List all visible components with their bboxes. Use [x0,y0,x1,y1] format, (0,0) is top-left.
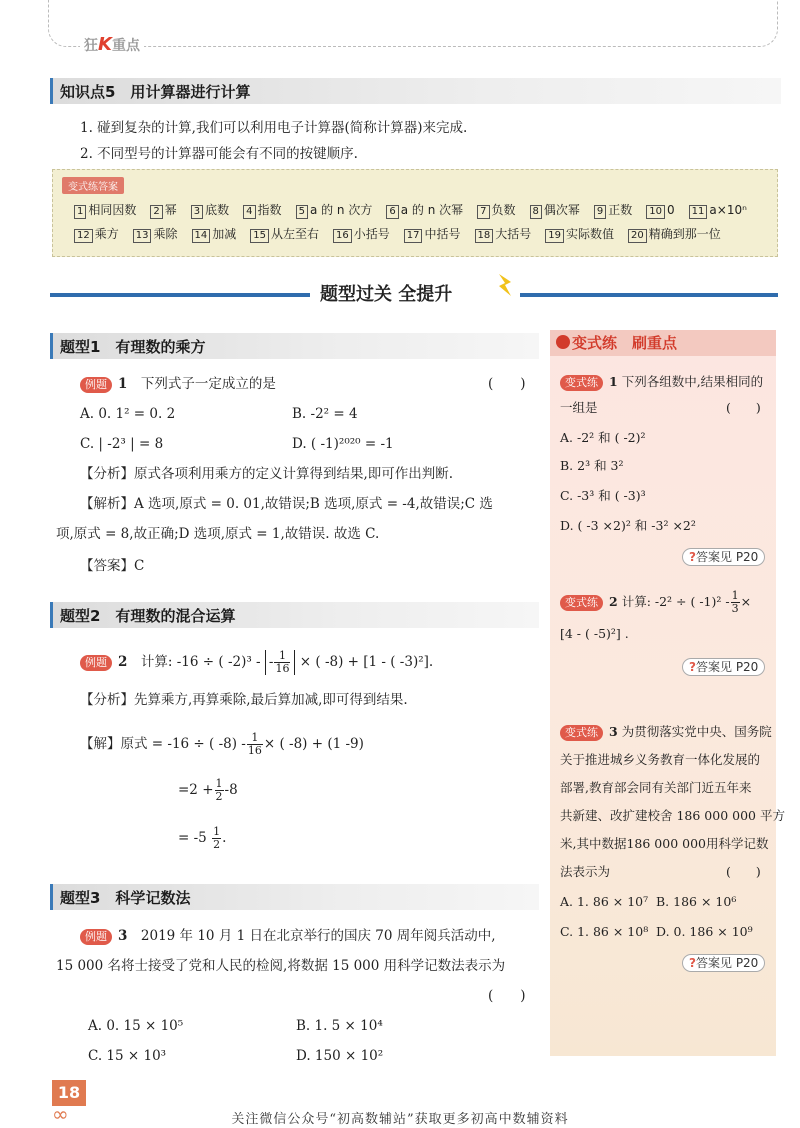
answer-key-item [545,227,614,241]
answer-key-item [594,203,632,217]
practice-icon [556,335,570,349]
answer-key-number: 9 [594,205,606,219]
section-title-type1: 题型1 有理数的乘方 [60,338,206,356]
answer-key-text: 0 [667,203,675,217]
answer-key-number: 5 [296,205,308,219]
section-title-knowledge5: 知识点5 用计算器进行计算 [60,83,251,101]
answer-key-item [404,227,461,241]
example-tag: 例题 [80,377,112,393]
answer-key-item [250,227,319,241]
practice-3-line6: 法表示为 [560,864,611,879]
example-tag: 例题 [80,655,112,671]
practice-3-line5: 米,其中数据186 000 000用科学记数 [560,836,769,851]
answer-key-text: 大括号 [495,227,532,241]
top-frame [48,0,778,47]
answer-key-text: a 的 n 次方 [309,203,373,217]
practice-1-option-c: C. -3³ 和 ( -3)³ [560,488,646,503]
answer-key-number: 4 [243,205,255,219]
answer-key-tag: 变式练答案 [62,177,124,194]
knowledge5-point-1: 1. 碰到复杂的计算,我们可以利用电子计算器(简称计算器)来完成. [80,120,468,136]
practice-1-line2: 一组是 [560,400,598,415]
example-3-option-d: D. 150 × 10² [296,1048,384,1064]
answer-key-text: 幂 [164,203,177,217]
example-1-solution-line1: 【解析】A 选项,原式 = 0. 01,故错误;B 选项,原式 = -4,故错误;C 选 [80,496,493,512]
answer-key-number: 12 [74,229,93,243]
practice-2-line1: 变式练 2 计算: -2² ÷ ( -1)² - $\frac{1}{3}$ × [560,590,751,615]
answer-key-text: 偶次幂 [543,203,580,217]
practice-tag: 变式练 [560,375,603,391]
practice-3-line1: 变式练 3 为贯彻落实党中央、国务院 [560,722,772,742]
answer-key-item [689,203,747,217]
answer-key-number: 6 [386,205,398,219]
answer-key-text: 乘除 [153,227,178,241]
practice-3-see-answer: ?答案见 P20 [682,954,765,971]
practice-2-see-answer: ?答案见 P20 [682,658,765,675]
example-3-question-line1: 例题 3 2019 年 10 月 1 日在北京举行的国庆 70 周年阅兵活动中, [80,926,496,946]
answer-key-text: 小括号 [353,227,390,241]
answer-key-number: 14 [192,229,211,243]
practice-3-option-d: D. 0. 186 × 10⁹ [656,924,753,939]
answer-key-row-2 [74,225,735,243]
answer-key-number: 18 [475,229,494,243]
answer-key-number: 2 [150,205,162,219]
practice-1-option-b: B. 2³ 和 3² [560,458,624,473]
banner-title: 题型过关 全提升 [310,280,462,306]
example-2-solution-step2: =2 + $\frac{1}{2}$ -8 [178,777,238,803]
answer-key-number: 19 [545,229,564,243]
example-2-question: 例题 2 计算: -16 ÷ ( -2)³ - - $\frac{1}{16}$ × ( -8) + [1 - ( -3)²]. [80,650,433,675]
practice-3-line3: 部署,教育部会同有关部门近五年来 [560,780,752,795]
infinity-icon: ∞ [52,1102,69,1126]
answer-key-number: 20 [628,229,647,243]
example-2-solution-step3: = -5 $\frac{1}{2}$ . [178,825,227,851]
answer-key-text: 中括号 [424,227,461,241]
example-1-option-d: D. ( -1)²⁰²⁰ = -1 [292,436,394,452]
answer-key-item [475,227,532,241]
section-title-type3: 题型3 科学记数法 [60,889,191,907]
example-1-answer: 【答案】C [80,558,145,574]
answer-key-item [386,203,463,217]
answer-key-number: 3 [191,205,203,219]
example-1-option-c: C. | -2³ | = 8 [80,436,164,452]
practice-3-line2: 关于推进城乡义务教育一体化发展的 [560,752,761,767]
practice-2-line2: [4 - ( -5)²] . [560,626,629,641]
answer-key-text: 加减 [212,227,237,241]
practice-1-option-d: D. ( -3 ×2)² 和 -3² ×2² [560,518,696,533]
practice-1-answer-paren: ( ) [726,400,761,415]
answer-key-row-1 [74,201,761,219]
practice-3-option-b: B. 186 × 10⁶ [656,894,737,909]
answer-key-item [133,227,178,241]
practice-3-option-c: C. 1. 86 × 10⁸ [560,924,649,939]
answer-key-item [150,203,176,217]
answer-key-item [646,203,674,217]
example-1-analysis: 【分析】原式各项利用乘方的定义计算得到结果,即可作出判断. [80,466,454,482]
page-number: 18 [52,1080,86,1106]
answer-key-text: 从左至右 [270,227,319,241]
footer-note: 关注微信公众号“初高数辅站”获取更多初高中数辅资料 [231,1112,569,1127]
example-1-option-a: A. 0. 1² = 0. 2 [80,406,176,422]
section-title-type2: 题型2 有理数的混合运算 [60,607,236,625]
lightning-icon [495,272,515,300]
answer-key-number: 13 [133,229,152,243]
banner-line-right [520,293,778,297]
example-3-option-a: A. 0. 15 × 10⁵ [88,1018,184,1034]
example-3-option-c: C. 15 × 10³ [88,1048,167,1064]
answer-key-number: 11 [689,205,708,219]
answer-key-number: 17 [404,229,423,243]
answer-key-number: 10 [646,205,665,219]
practice-3-option-a: A. 1. 86 × 10⁷ [560,894,649,909]
answer-key-number: 8 [530,205,542,219]
example-3-option-b: B. 1. 5 × 10⁴ [296,1018,383,1034]
example-tag: 例题 [80,929,112,945]
answer-key-item [333,227,390,241]
brand-logo: 狂K重点 [80,34,144,55]
answer-key-text: 实际数值 [565,227,614,241]
example-2-analysis: 【分析】先算乘方,再算乘除,最后算加减,即可得到结果. [80,692,408,708]
answer-key-item [191,203,229,217]
answer-key-text: 相同因数 [88,203,137,217]
answer-key-number: 15 [250,229,269,243]
answer-key-text: 乘方 [94,227,119,241]
practice-tag: 变式练 [560,725,603,741]
answer-key-item [530,203,580,217]
practice-3-line4: 共新建、改扩建校舍 186 000 000 平方 [560,808,785,823]
example-1-option-b: B. -2² = 4 [292,406,358,422]
answer-key-text: 指数 [257,203,282,217]
example-3-question-line2: 15 000 名将士接受了党和人民的检阅,将数据 15 000 用科学记数法表示为 [56,958,506,974]
practice-1-line1: 变式练 1 下列各组数中,结果相同的 [560,372,763,392]
example-1-question: 例题 1 下列式子一定成立的是 [80,374,276,394]
answer-key-text: a 的 n 次幂 [400,203,464,217]
answer-key-item [243,203,281,217]
answer-key-text: a×10ⁿ [709,203,747,217]
answer-key-item [74,203,136,217]
answer-key-number: 16 [333,229,352,243]
example-2-solution-step1: 【解】原式 = -16 ÷ ( -8) - $\frac{1}{16}$ × ( -8) + (1 -9) [80,731,364,757]
answer-key-item [192,227,237,241]
answer-key-number: 1 [74,205,86,219]
answer-key-text: 精确到那一位 [648,227,721,241]
answer-key-item [296,203,373,217]
banner-line-left [50,293,310,297]
practice-tag: 变式练 [560,595,603,611]
answer-key-text: 正数 [608,203,633,217]
answer-key-text: 底数 [205,203,230,217]
practice-sidebar-title: 变式练 刷重点 [572,334,678,352]
answer-key-item [628,227,721,241]
practice-1-option-a: A. -2² 和 ( -2)² [560,430,646,445]
knowledge5-point-2: 2. 不同型号的计算器可能会有不同的按键顺序. [80,146,358,162]
example-1-answer-paren: ( ) [488,376,526,392]
example-1-solution-line2: 项,原式 = 8,故正确;D 选项,原式 = 1,故错误. 故选 C. [56,526,380,542]
practice-3-answer-paren: ( ) [726,864,761,879]
practice-1-see-answer: ?答案见 P20 [682,548,765,565]
answer-key-text: 负数 [491,203,516,217]
answer-key-item [74,227,119,241]
answer-key-number: 7 [477,205,489,219]
answer-key-item [477,203,515,217]
example-3-answer-paren: ( ) [488,988,526,1004]
